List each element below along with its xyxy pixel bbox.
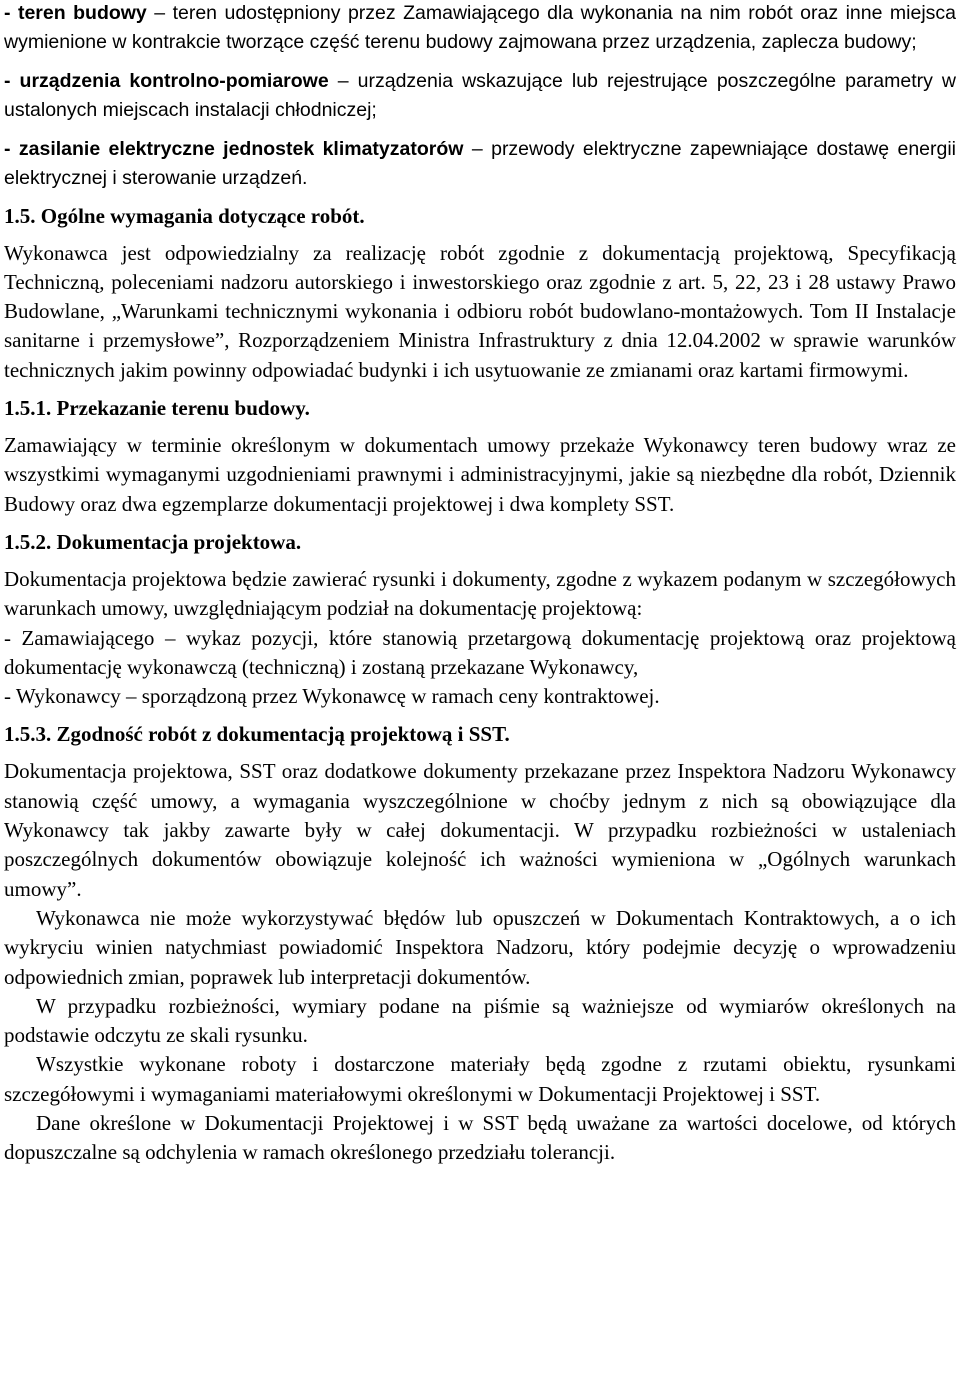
definition-zasilanie-elektryczne <box>4 135 956 192</box>
list-item-label: Zamawiającego <box>21 625 155 650</box>
list-item-zamawiajacego <box>4 624 956 683</box>
section-1-5-1-paragraph: Zamawiający w terminie określonym w dokumentach umowy przekaże Wykonawcy teren budowy wraz ze wszystkimi wymaganymi uzgodnieniami prawnymi i administracyjnymi, jakie są niezbędne dla robót, Dziennik Budowy oraz dwa egzemplarze dokumentacji projektowej i dwa komplety SST. <box>4 433 956 516</box>
definition-separator: – <box>154 2 166 24</box>
definition-dash: - <box>4 2 11 24</box>
list-item-wykonawcy <box>4 682 956 711</box>
definition-term: urządzenia kontrolno-pomiarowe <box>19 70 329 93</box>
definition-text: przewody elektryczne zapewniające dostawę energii elektrycznej i sterowanie urządzeń. <box>4 138 957 189</box>
section-1-5-3-paragraph-4: Wszystkie wykonane roboty i dostarczone materiały będą zgodne z rzutami obiektu, rysunkami szczegółowymi i wymaganiami materiałowymi określonymi w Dokumentacji Projektowej i SST. <box>4 1052 956 1106</box>
list-item-separator: – <box>126 684 137 709</box>
definition-text: teren udostępniony przez Zamawiającego dla wykonania na nim robót oraz inne miejsca wymienione w kontrakcie tworzące część terenu budowy zajmowana przez urządzenia, zaplecza budowy; <box>4 2 957 53</box>
definition-urzadzenia-kontrolno-pomiarowe <box>4 67 956 124</box>
definition-separator: – <box>337 70 349 93</box>
definition-separator: – <box>471 138 483 161</box>
definition-dash: - <box>4 138 11 161</box>
section-1-5-2-paragraph: Dokumentacja projektowa będzie zawierać rysunki i dokumenty, zgodne z wykazem podanym w szczegółowych warunkach umowy, uwzględniającym podział na dokumentację projektową: <box>4 566 956 621</box>
list-item-text: wykaz pozycji, które stanowią przetargową dokumentację projektową oraz projektową dokumentację wykonawczą (techniczną) i zostaną przekazane Wykonawcy, <box>4 625 956 679</box>
section-1-5-3-paragraph-2: Wykonawca nie może wykorzystywać błędów lub opuszczeń w Dokumentach Kontraktowych, a o ich wykryciu winien natychmiast powiadomić Inspektora Nadzoru, który podejmie decyzję o wprowadzeniu odpowiednich zmian, poprawek lub interpretacji dokumentów. <box>4 905 956 989</box>
section-1-5-paragraph: Wykonawca jest odpowiedzialny za realizację robót zgodnie z dokumentacją projektową, Specyfikacją Techniczną, poleceniami nadzoru autorskiego i inwestorskiego oraz zgodnie z art. 5, 22, 23 i 28 ustawy Prawo Budowlane, „Warunkami technicznymi wykonania i odbioru robót budowlano-montażowych. Tom II Instalacje sanitarne i przemysłowe”, Rozporządzeniem Ministra Infrastruktury z dnia 12.04.2002 w sprawie warunków technicznych jakim powinny odpowiadać budynki i ich usytuowanie ze zmianami oraz kartami firmowymi. <box>4 240 956 382</box>
list-dash: - <box>4 684 11 709</box>
list-item-label: Wykonawcy <box>15 684 121 709</box>
list-item-text: sporządzoną przez Wykonawcę w ramach ceny kontraktowej. <box>141 684 660 709</box>
list-item-separator: – <box>164 625 176 650</box>
section-1-5-3-paragraph-5: Dane określone w Dokumentacji Projektowej i w SST będą uważane za wartości docelowe, od których dopuszczalne są odchylenia w ramach określonego przedziału tolerancji. <box>4 1110 956 1165</box>
definition-dash: - <box>4 70 11 93</box>
document-page <box>4 0 956 1168</box>
section-1-5-3-paragraph-3: W przypadku rozbieżności, wymiary podane na piśmie są ważniejsze od wymiarów określonych na podstawie odczytu ze skali rysunku. <box>4 993 956 1048</box>
definition-term: teren budowy <box>17 2 147 24</box>
definition-text: urządzenia wskazujące lub rejestrujące poszczególne parametry w ustalonych miejscach instalacji chłodniczej; <box>4 70 957 121</box>
section-heading-1-5-3: 1.5.3. Zgodność robót z dokumentacją projektową i SST. <box>4 722 510 747</box>
definition-term: zasilanie elektryczne jednostek klimatyzatorów <box>18 138 464 161</box>
section-heading-1-5-1: 1.5.1. Przekazanie terenu budowy. <box>4 396 310 421</box>
definition-teren-budowy <box>4 0 956 56</box>
list-dash: - <box>4 625 11 650</box>
section-heading-1-5: 1.5. Ogólne wymagania dotyczące robót. <box>4 203 365 228</box>
section-heading-1-5-2: 1.5.2. Dokumentacja projektowa. <box>4 529 302 554</box>
section-1-5-3-paragraph-1: Dokumentacja projektowa, SST oraz dodatkowe dokumenty przekazane przez Inspektora Nadzoru Wykonawcy stanowią część umowy, a wymagania wyszczególnione w choćby jednym z nich są obowiązujące dla Wykonawcy tak jakby zawarte były w całej dokumentacji. W przypadku rozbieżności w ustaleniach poszczególnych dokumentów obowiązuje kolejność ich ważności wymieniona w „Ogólnych warunkach umowy”. <box>4 759 956 901</box>
